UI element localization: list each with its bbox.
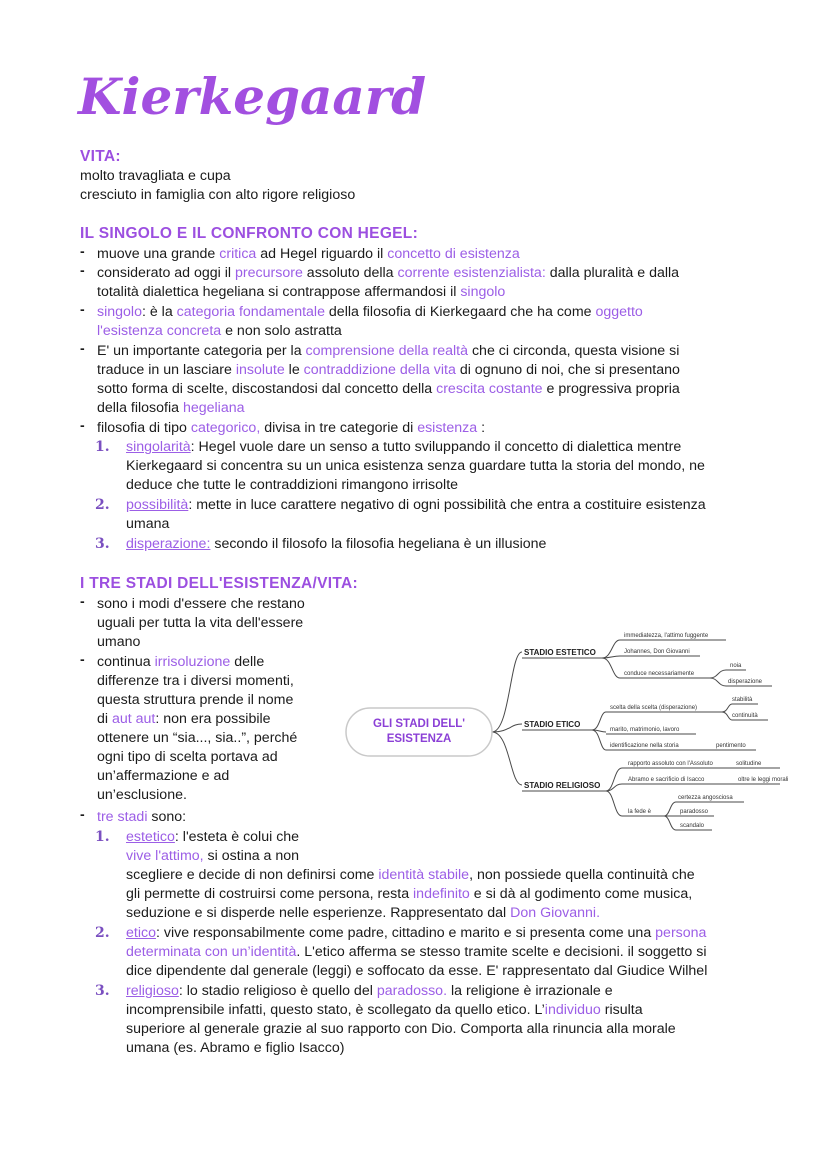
text-line: possibilità: mette in luce carattere negativo di ogni possibilità che entra a costituire esistenza: [126, 497, 706, 513]
mm-leaf: disperazione: [728, 679, 763, 685]
bullet-dash: -: [80, 340, 85, 356]
mm-branch-label: STADIO RELIGIOSO: [524, 781, 601, 790]
singolo-heading: IL SINGOLO E IL CONFRONTO CON HEGEL:: [80, 225, 419, 242]
text-line: umana: [126, 516, 170, 532]
mm-leaf: pentimento: [716, 743, 746, 749]
text-line: traduce in un lasciare insolute le contraddizione della vita di ognuno di noi, che si presentano: [97, 362, 680, 378]
text-line: disperazione: secondo il filosofo la filosofia hegeliana è un illusione: [126, 536, 547, 552]
bullet-dash: -: [80, 243, 85, 259]
text-line: l'esistenza concreta e non solo astratta: [97, 323, 342, 339]
bullet-dash: -: [80, 417, 85, 433]
mm-leaf: oltre le leggi morali: [738, 777, 789, 783]
mm-leaf: stabilità: [732, 697, 753, 703]
mm-branch-line: [492, 732, 522, 785]
mm-leaf: identificazione nella storia: [610, 743, 679, 749]
list-number: 3.: [95, 536, 110, 552]
mm-leaf: Johannes, Don Giovanni: [624, 649, 690, 655]
bullet-dash: -: [80, 593, 85, 609]
text-line: uguali per tutta la vita dell'essere: [97, 615, 304, 631]
text-line: E' un importante categoria per la comprensione della realtà che ci circonda, questa visione si: [97, 343, 680, 359]
mm-leaf: continuità: [732, 713, 758, 719]
text-line: Kierkegaard si concentra su un unica esistenza senza guardare tutta la storia del mondo, ne: [126, 458, 705, 474]
text-line: della filosofia hegeliana: [97, 400, 245, 416]
vita-heading: VITA:: [80, 148, 121, 165]
text-line: seduzione e si disperde nelle esperienze. Rappresentato dal Don Giovanni.: [126, 905, 601, 921]
mm-leaf: scelta della scelta (disperazione): [610, 705, 698, 711]
mm-leaf: solitudine: [736, 761, 762, 767]
mm-leaf: conduce necessariamente: [624, 671, 695, 677]
stadi-heading: I TRE STADI DELL'ESISTENZA/VITA:: [80, 575, 358, 592]
text-line: continua irrisoluzione delle: [97, 654, 265, 670]
mm-branch-label: STADIO ESTETICO: [524, 648, 596, 657]
text-line: un’esclusione.: [97, 787, 187, 803]
mm-center-text: GLI STADI DELL': [373, 718, 465, 730]
bullet-dash: -: [80, 301, 85, 317]
text-line: differenze tra i diversi momenti,: [97, 673, 294, 689]
mm-leaf: rapporto assoluto con l'Assoluto: [628, 761, 713, 767]
text-line: questa struttura prende il nome: [97, 692, 294, 708]
mm-leaf: Abramo e sacrificio di Isacco: [628, 777, 705, 783]
text-line: umano: [97, 634, 141, 650]
text-line: scegliere e decide di non definirsi come identità stabile, non possiede quella continuità che: [126, 867, 695, 883]
mm-leaf: immediatezza, l'attimo fuggente: [624, 633, 709, 639]
list-number: 2.: [95, 497, 110, 513]
text-line: determinata con un’identità. L'etico afferma se stesso tramite scelte e decisioni. il soggetto si: [126, 944, 707, 960]
text-line: muove una grande critica ad Hegel riguardo il concetto di esistenza: [97, 246, 520, 262]
text-line: umana (es. Abramo e figlio Isacco): [126, 1040, 345, 1056]
mm-leaf: certezza angosciosa: [678, 795, 733, 801]
text-line: filosofia di tipo categorico, divisa in tre categorie di esistenza :: [97, 420, 486, 436]
text-line: singolarità: Hegel vuole dare un senso a tutto sviluppando il concetto di dialettica mentre: [126, 439, 682, 455]
text-line: un’affermazione e ad: [97, 768, 230, 784]
mm-leaf: scandalo: [680, 823, 705, 829]
text-line: considerato ad oggi il precursore assoluto della corrente esistenzialista: dalla pluralità e dalla: [97, 265, 680, 281]
text-line: gli permette di costruirsi come persona, resta indefinito e si dà al godimento come musica,: [126, 886, 693, 902]
text-line: sotto forma di scelte, discostandosi dal concetto della crescita costante e progressiva propria: [97, 381, 680, 397]
mm-leaf: la fede è: [628, 809, 652, 815]
vita-line: cresciuto in famiglia con alto rigore religioso: [80, 187, 356, 203]
text-line: tre stadi sono:: [97, 809, 187, 825]
text-line: superiore al generale grazie al suo rapporto con Dio. Comporta alla rinuncia alla morale: [126, 1021, 676, 1037]
text-line: incomprensibile infatti, questo stato, è scollegato da quello etico. L’individuo risulta: [126, 1002, 643, 1018]
list-number: 2.: [95, 925, 110, 941]
bullet-dash: -: [80, 806, 85, 822]
page-title: Kierkegaard: [78, 67, 427, 126]
mm-leaf: noia: [730, 663, 742, 669]
mm-leaf: paradosso: [680, 809, 709, 815]
list-number: 1.: [95, 439, 110, 455]
text-line: dice dipendente dal generale (leggi) e soffocato da esse. E' rappresentato dal Giudice Wilhel: [126, 963, 708, 979]
bullet-dash: -: [80, 262, 85, 278]
mm-leaf: marito, matrimonio, lavoro: [610, 727, 680, 733]
list-number: 1.: [95, 829, 110, 845]
text-line: religioso: lo stadio religioso è quello del paradosso. la religione è irrazionale e: [126, 983, 613, 999]
list-number: 3.: [95, 983, 110, 999]
text-line: ottenere un “sia..., sia..”, perché: [97, 730, 298, 746]
text-line: etico: vive responsabilmente come padre, cittadino e marito e si presenta come una persona: [126, 925, 707, 941]
mm-branch-line: [492, 652, 522, 732]
text-line: totalità dialettica hegeliana si contrappose affermandosi il singolo: [97, 284, 506, 300]
mm-branch-label: STADIO ETICO: [524, 720, 581, 729]
text-line: vive l'attimo, si ostina a non: [126, 848, 300, 864]
text-line: singolo: è la categoria fondamentale della filosofia di Kierkegaard che ha come oggetto: [97, 304, 643, 320]
vita-line: molto travagliata e cupa: [80, 168, 231, 184]
text-line: sono i modi d'essere che restano: [97, 596, 305, 612]
mm-branch-line: [492, 724, 522, 732]
text-line: ogni tipo di scelta portava ad: [97, 749, 278, 765]
text-line: di aut aut: non era possibile: [97, 711, 271, 727]
text-line: deduce che tutte le contraddizioni rimangono irrisolte: [126, 477, 459, 493]
text-line: estetico: l'esteta è colui che: [126, 829, 300, 845]
mm-center-text: ESISTENZA: [386, 733, 452, 745]
mind-map: [340, 620, 789, 840]
bullet-dash: -: [80, 651, 85, 667]
mm-center-node: [346, 708, 492, 756]
